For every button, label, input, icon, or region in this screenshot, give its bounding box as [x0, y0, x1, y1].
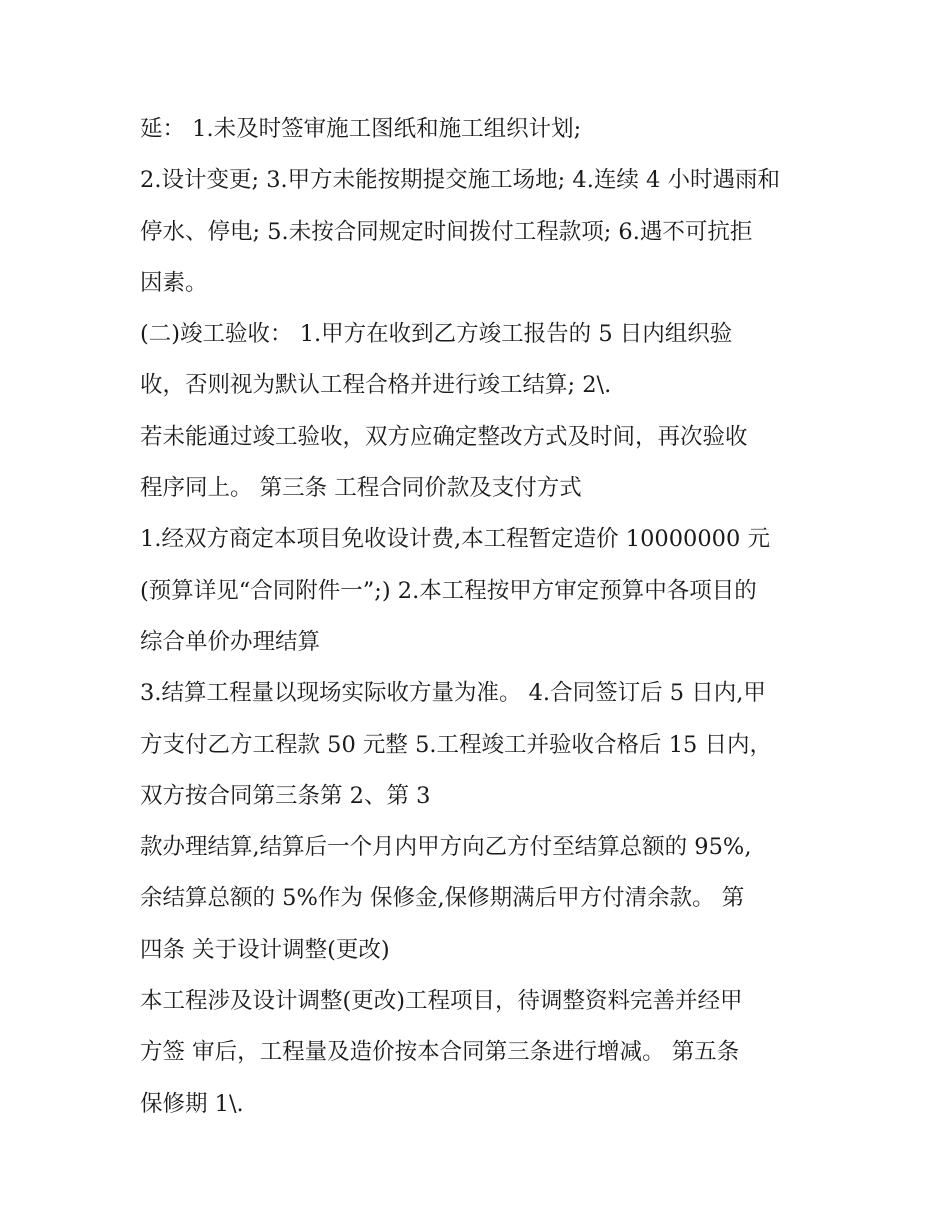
text-line-11: 综合单价办理结算: [140, 628, 321, 655]
text-line-14: 双方按合同第三条第 2、第 3: [140, 782, 431, 809]
text-line-1: 延： 1.未及时签审施工图纸和施工组织计划;: [140, 116, 582, 142]
text-line-15: 款办理结算,结算后一个月内甲方向乙方付至结算总额的 95%,: [140, 834, 752, 861]
text-line-12: 3.结算工程量以现场实际收方量为准。 4.合同签订后 5 日内,甲: [140, 680, 766, 707]
text-line-3: 停水、停电; 5.未按合同规定时间拨付工程款项; 6.遇不可抗拒: [140, 218, 753, 245]
text-line-7: 若未能通过竣工验收，双方应确定整改方式及时间，再次验收: [140, 423, 748, 450]
text-line-16: 余结算总额的 5%作为 保修金,保修期满后甲方付清余款。 第: [140, 885, 745, 912]
text-line-19: 方签 审后，工程量及造价按本合同第三条进行增减。 第五条: [140, 1039, 740, 1066]
text-line-17: 四条 关于设计调整(更改): [140, 936, 390, 963]
text-line-5: (二)竣工验收： 1.甲方在收到乙方竣工报告的 5 日内组织验: [140, 321, 733, 348]
text-line-2: 2.设计变更; 3.甲方未能按期提交施工场地; 4.连续 4 小时遇雨和: [140, 167, 780, 194]
text-line-8: 程序同上。 第三条 工程合同价款及支付方式: [140, 475, 582, 502]
text-line-9: 1.经双方商定本项目免收设计费,本工程暂定造价 10000000 元: [140, 526, 770, 553]
text-line-18: 本工程涉及设计调整(更改)工程项目，待调整资料完善并经甲: [140, 988, 743, 1015]
text-line-4: 因素。: [140, 269, 208, 296]
text-line-10: (预算详见“合同附件一”;) 2.本工程按甲方审定预算中各项目的: [140, 577, 757, 604]
document-body: [140, 104, 830, 1130]
text-line-20: 保修期 1\.: [140, 1090, 244, 1117]
text-line-13: 方支付乙方工程款 50 元整 5.工程竣工并验收合格后 15 日内，: [140, 731, 772, 758]
text-line-6: 收，否则视为默认工程合格并进行竣工结算; 2\.: [140, 372, 612, 399]
